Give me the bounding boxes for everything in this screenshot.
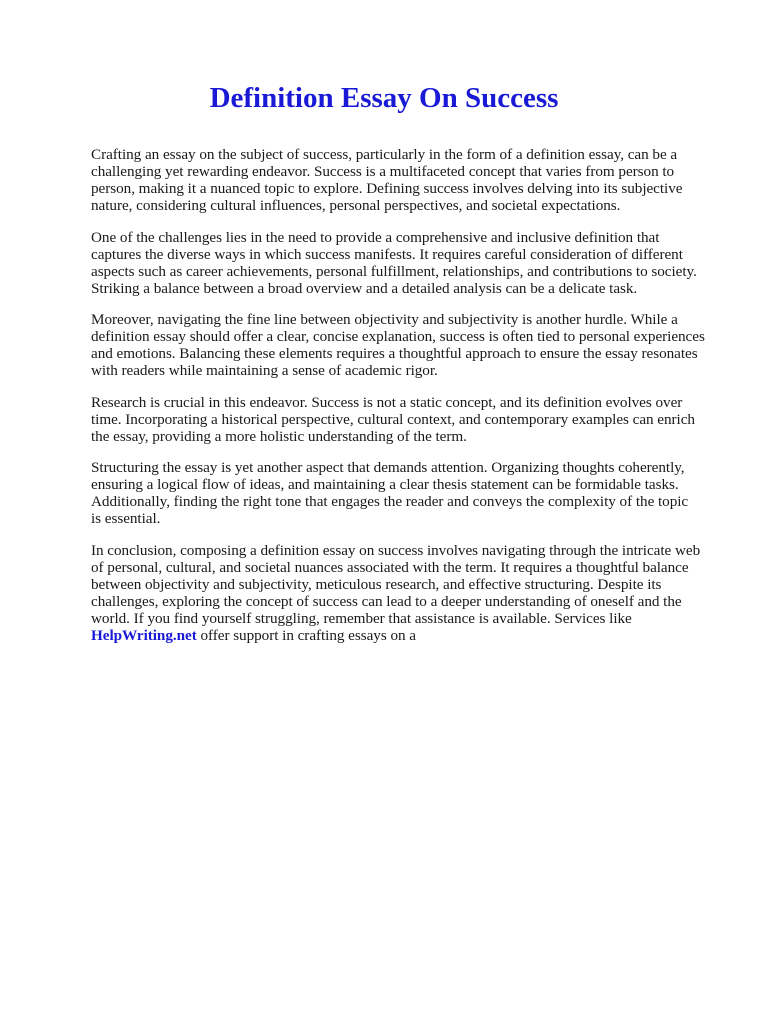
- paragraph-line: captures the diverse ways in which success manifests. It requires careful consideration of different: [91, 245, 683, 263]
- paragraph-3: [91, 311, 731, 379]
- paragraph-line: Research is crucial in this endeavor. Success is not a static concept, and its definition evolves over: [91, 393, 683, 411]
- paragraph-5: [91, 459, 731, 527]
- paragraph-line: Structuring the essay is yet another aspect that demands attention. Organizing thoughts coherently,: [91, 459, 685, 476]
- paragraph-line: ensuring a logical flow of ideas, and maintaining a clear thesis statement can be formidable tasks.: [91, 476, 679, 493]
- paragraph-line: person, making it a nuanced topic to explore. Defining success involves delving into its subjective: [91, 180, 683, 197]
- paragraph-line: challenging yet rewarding endeavor. Success is a multifaceted concept that varies from person to: [91, 163, 675, 180]
- page-title: Definition Essay On Success: [209, 82, 559, 114]
- paragraph-line: Moreover, navigating the fine line between objectivity and subjectivity is another hurdle. While a: [91, 311, 678, 328]
- paragraph-line: between objectivity and subjectivity, meticulous research, and effective structuring. Despite its: [91, 575, 662, 593]
- paragraph-line: and emotions. Balancing these elements requires a thoughtful approach to ensure the essay resonates: [91, 345, 698, 362]
- paragraph-line: definition essay should offer a clear, concise explanation, success is often tied to personal experiences: [91, 328, 705, 345]
- paragraph-line: One of the challenges lies in the need to provide a comprehensive and inclusive definition that: [91, 228, 660, 246]
- paragraph-line: with readers while maintaining a sense of academic rigor.: [91, 362, 438, 379]
- paragraph-line: aspects such as career achievements, personal fulfillment, relationships, and contributions to society.: [91, 262, 697, 280]
- paragraph-line: challenges, exploring the concept of success can lead to a deeper understanding of oneself and the: [91, 592, 682, 610]
- paragraph-4: [91, 394, 731, 445]
- paragraph-line: Crafting an essay on the subject of success, particularly in the form of a definition essay, can be a: [91, 146, 678, 163]
- paragraph-line: the essay, providing a more holistic understanding of the term.: [91, 427, 467, 445]
- paragraph-line: of personal, cultural, and societal nuances associated with the term. It requires a thoughtful balance: [91, 558, 689, 576]
- essay-body: [91, 146, 731, 658]
- paragraph-closing-line: [91, 627, 731, 644]
- paragraph-line: is essential.: [91, 510, 161, 527]
- paragraph-line: nature, considering cultural influences, personal perspectives, and societal expectations.: [91, 197, 621, 214]
- paragraph-line: In conclusion, composing a definition essay on success involves navigating through the intricate web: [91, 541, 701, 559]
- paragraph-line: time. Incorporating a historical perspective, cultural context, and contemporary examples can enrich: [91, 410, 695, 428]
- paragraph-line: world. If you find yourself struggling, remember that assistance is available. Services like: [91, 609, 632, 627]
- paragraph-1: [91, 146, 731, 214]
- paragraph-6: [91, 542, 731, 644]
- paragraph-line: Additionally, finding the right tone that engages the reader and conveys the complexity of the topic: [91, 493, 689, 510]
- paragraph-2: [91, 229, 731, 297]
- helpwriting-link[interactable]: HelpWriting.net: [91, 626, 197, 644]
- paragraph-line: Striking a balance between a broad overview and a detailed analysis can be a delicate task.: [91, 279, 638, 297]
- closing-text: offer support in crafting essays on a: [196, 626, 416, 644]
